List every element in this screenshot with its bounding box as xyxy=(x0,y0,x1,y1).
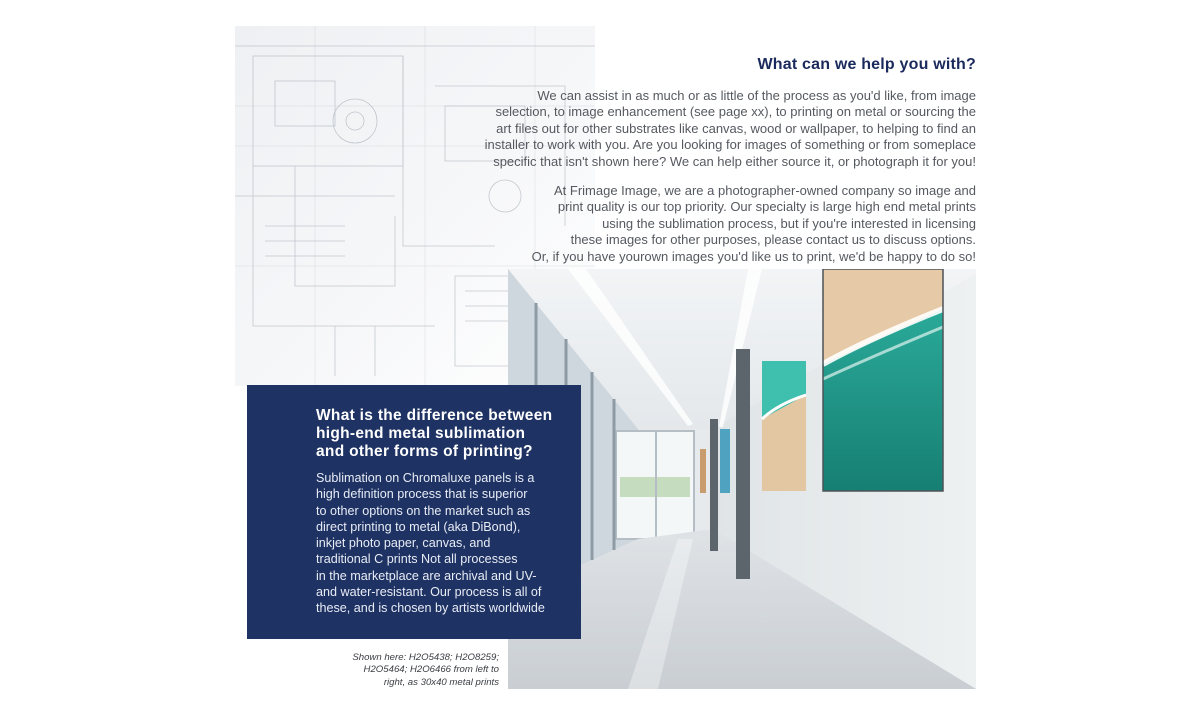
intro-p1-line: specific that isn't shown here? We can help either source it, or photograph it for you! xyxy=(493,153,976,169)
intro-p2-line: print quality is our top priority. Our specialty is large high end metal prints xyxy=(557,199,976,215)
callout-title xyxy=(316,407,565,461)
callout-body xyxy=(316,470,565,617)
callout-body-line: inkjet photo paper, canvas, and xyxy=(316,536,491,551)
callout-body-line: high definition process that is superior xyxy=(316,487,528,502)
intro-p1-line: installer to work with you. Are you looking for images of something or from someplace xyxy=(484,137,976,153)
intro-p1-line: selection, to image enhancement (see page xx), to printing on metal or sourcing the xyxy=(495,104,976,120)
callout-body-line: direct printing to metal (aka DiBond), xyxy=(316,519,521,534)
callout-body-line: to other options on the market such as xyxy=(316,503,531,518)
callout-body-line: in the marketplace are archival and UV- xyxy=(316,568,537,583)
intro-p1-line: art files out for other substrates like canvas, wood or wallpaper, to helping to find an xyxy=(496,120,976,136)
intro-p2-line: using the sublimation process, but if you're interested in licensing xyxy=(602,215,976,231)
intro-title: What can we help you with? xyxy=(757,56,976,73)
callout-body-line: traditional C prints Not all processes xyxy=(316,552,518,567)
intro-paragraph-2 xyxy=(416,183,976,265)
intro-p2-line: Or, if you have yourown images you'd like us to print, we'd be happy to do so! xyxy=(531,248,976,264)
caption-line: Shown here: H2O5438; H2O8259; xyxy=(352,652,499,663)
intro-paragraph-1 xyxy=(416,88,976,170)
callout-title-line: and other forms of printing? xyxy=(316,443,533,460)
intro-p2-line: these images for other purposes, please contact us to discuss options. xyxy=(570,232,976,248)
photo-caption xyxy=(299,652,499,689)
intro-p2-line: At Frimage Image, we are a photographer-owned company so image and xyxy=(553,183,976,199)
intro-section xyxy=(416,56,976,278)
callout-title-line: What is the difference between xyxy=(316,407,553,424)
caption-line: H2O5464; H2O6466 from left to xyxy=(363,664,499,676)
callout-title-line: high-end metal sublimation xyxy=(316,425,526,442)
callout-body-line: Sublimation on Chromaluxe panels is a xyxy=(316,471,535,485)
callout-body-line: these, and is chosen by artists worldwide xyxy=(316,601,545,616)
caption-line: right, as 30x40 metal prints xyxy=(383,676,499,688)
intro-p1-line: We can assist in as much or as little of the process as you'd like, from image xyxy=(537,88,976,103)
sublimation-callout xyxy=(247,385,581,639)
callout-body-line: and water-resistant. Our process is all of xyxy=(316,585,542,600)
